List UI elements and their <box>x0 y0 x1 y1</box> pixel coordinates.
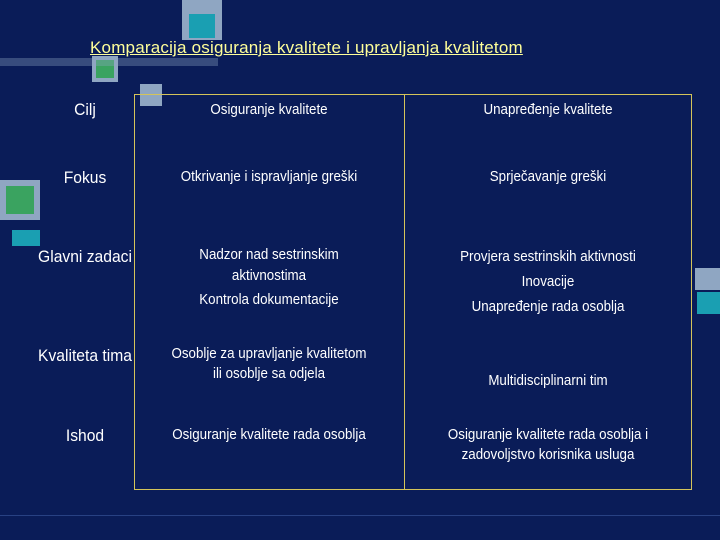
row-label: Ishod <box>65 426 105 445</box>
table-cell: Nadzor nad sestrinskim aktivnostima Kontrola dokumentacije <box>199 247 339 308</box>
row-label: Kvaliteta tima <box>38 346 132 365</box>
table-cell: Sprječavanje greški <box>489 169 607 185</box>
table-cell: Unapređenje kvalitete <box>483 102 613 118</box>
row-label: Cilj <box>74 100 96 119</box>
table-cell: Osiguranje kvalitete rada osoblja <box>172 427 366 443</box>
table-cell: Osiguranje kvalitete <box>210 102 328 118</box>
table-cell: Osoblje za upravljanje kvalitetom ili osoblje sa odjela <box>171 346 367 382</box>
decor-square <box>697 292 720 314</box>
footer-divider <box>0 515 720 516</box>
table-cell: Osiguranje kvalitete rada osoblja i zadovoljstvo korisnika usluga <box>447 427 649 463</box>
decor-square <box>695 268 720 290</box>
table-cell: Provjera sestrinskih aktivnosti Inovacije Unapređenje rada osoblja <box>460 249 636 315</box>
decor-square <box>0 58 218 66</box>
row-label: Fokus <box>63 168 107 187</box>
decor-square <box>6 186 34 214</box>
row-label: Glavni zadaci <box>38 247 132 266</box>
table-cell: Otkrivanje i ispravljanje greški <box>180 169 358 185</box>
decor-square <box>189 14 215 38</box>
column-divider <box>404 94 405 490</box>
decor-square <box>12 230 40 246</box>
page-title: Komparacija osiguranja kvalitete i upravljanja kvalitetom <box>90 38 523 57</box>
table-cell: Multidisciplinarni tim <box>488 373 608 389</box>
